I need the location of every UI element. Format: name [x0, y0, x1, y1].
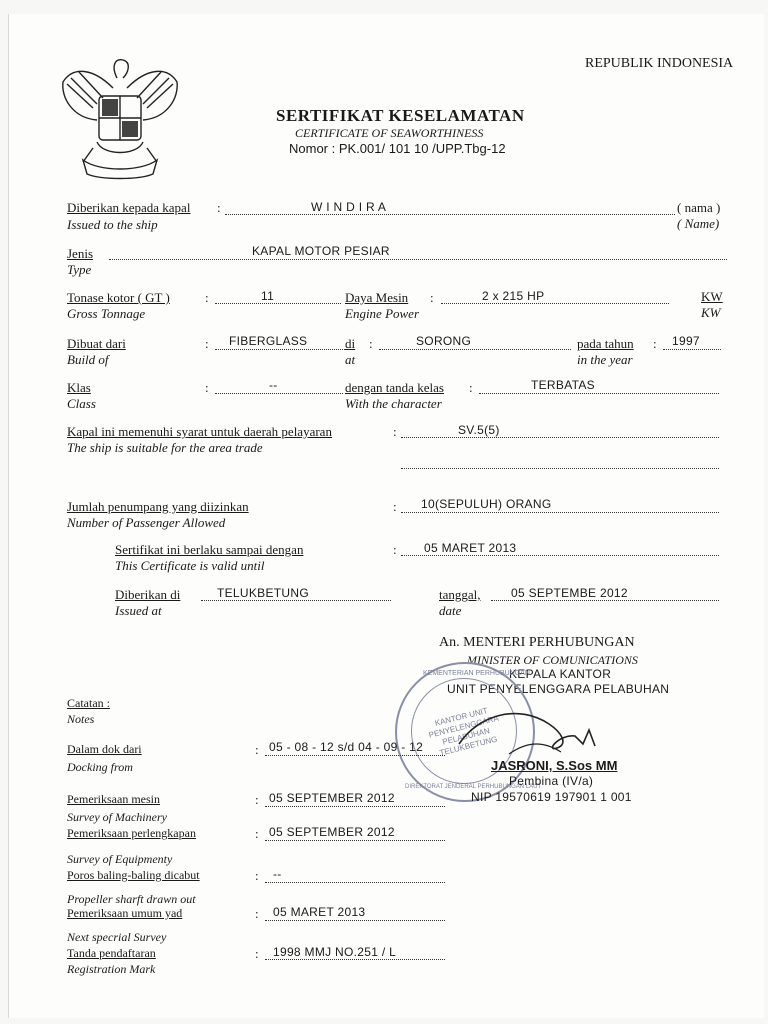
- notes-en: Notes: [67, 712, 95, 726]
- date-line: [491, 600, 719, 601]
- name-en: ( Name): [677, 216, 720, 231]
- registration-value: 1998 MMJ NO.251 / L: [273, 945, 397, 959]
- build-of-en: Build of: [67, 352, 109, 367]
- machinery-label: Pemeriksaan mesin: [67, 792, 160, 806]
- year-label: pada tahun: [577, 336, 634, 351]
- on-behalf-line: An. MENTERI PERHUBUNGAN: [439, 635, 635, 650]
- engine-power-en: Engine Power: [345, 306, 420, 321]
- build-of-colon: :: [205, 336, 209, 351]
- general-survey-value: 05 MARET 2013: [273, 905, 366, 919]
- passengers-colon: :: [393, 499, 397, 514]
- valid-until-label: Sertifikat ini berlaku sampai dengan: [115, 542, 304, 557]
- character-label: dengan tanda kelas: [345, 380, 444, 395]
- propeller-value: --: [273, 867, 282, 881]
- class-colon: :: [205, 380, 209, 395]
- valid-until-en: This Certificate is valid until: [115, 558, 265, 573]
- year-colon: :: [653, 336, 657, 351]
- date-label: tanggal,: [439, 587, 481, 602]
- general-survey-en: Next specrial Survey: [67, 930, 167, 944]
- stamp-top-text: KEMENTERIAN PERHUBUNGAN: [423, 670, 530, 677]
- signatory-nip: NIP 19570619 197901 1 001: [471, 790, 632, 804]
- passengers-label: Jumlah penumpang yang diizinkan: [67, 499, 249, 514]
- engine-power-value: 2 x 215 HP: [482, 289, 545, 303]
- valid-until-value: 05 MARET 2013: [424, 541, 517, 555]
- kw-en: KW: [701, 305, 721, 320]
- minister-en: MINISTER OF COMUNICATIONS: [467, 653, 638, 667]
- at-line: [379, 349, 571, 350]
- build-of-value: FIBERGLASS: [229, 334, 308, 348]
- ship-name-value: W I N D I R A: [311, 200, 387, 214]
- machinery-value: 05 SEPTEMBER 2012: [269, 791, 395, 805]
- tonnage-line: [215, 303, 341, 304]
- at-label: di: [345, 336, 356, 351]
- year-en: in the year: [577, 352, 633, 367]
- at-en: at: [345, 352, 356, 367]
- character-value: TERBATAS: [531, 378, 595, 392]
- machinery-en: Survey of Machinery: [67, 810, 167, 824]
- valid-until-line: [401, 555, 719, 556]
- build-of-label: Dibuat dari: [67, 336, 126, 351]
- docking-value: 05 - 08 - 12 s/d 04 - 09 - 12: [269, 740, 424, 754]
- certificate-page: [8, 14, 764, 1018]
- propeller-colon: :: [255, 868, 259, 883]
- type-value: KAPAL MOTOR PESIAR: [252, 244, 390, 258]
- equipment-value: 05 SEPTEMBER 2012: [269, 825, 395, 839]
- signatory-name: JASRONI, S.Sos MM: [491, 758, 618, 773]
- equipment-line: [265, 840, 445, 841]
- issued-to-en: Issued to the ship: [67, 217, 158, 232]
- certificate-title: SERTIFIKAT KESELAMATAN: [276, 106, 525, 125]
- general-survey-line: [265, 920, 445, 921]
- general-survey-colon: :: [255, 906, 259, 921]
- area-trade-line: [401, 437, 719, 438]
- engine-power-colon: :: [430, 290, 434, 305]
- build-of-line: [215, 349, 345, 350]
- machinery-colon: :: [255, 792, 259, 807]
- area-trade-colon: :: [393, 424, 397, 439]
- docking-colon: :: [255, 742, 259, 757]
- date-en: date: [439, 603, 462, 618]
- kw-label: KW: [701, 289, 723, 304]
- issued-to-colon: :: [217, 200, 221, 215]
- tonnage-label: Tonase kotor ( GT ): [67, 290, 170, 305]
- at-colon: :: [369, 336, 373, 351]
- year-value: 1997: [672, 334, 700, 348]
- signature-icon: [449, 694, 599, 764]
- passengers-line: [401, 512, 719, 513]
- passengers-value: 10(SEPULUH) ORANG: [421, 497, 552, 511]
- issued-to-label: Diberikan kepada kapal: [67, 200, 191, 215]
- year-line: [663, 349, 721, 350]
- propeller-en: Propeller sharft drawn out: [67, 892, 196, 906]
- garuda-emblem-icon: [53, 48, 185, 186]
- engine-power-label: Daya Mesin: [345, 290, 409, 305]
- docking-label: Dalam dok dari: [67, 742, 142, 756]
- stamp-bottom-text: DIREKTORAT JENDERAL PERHUBUNGAN LAUT: [405, 784, 542, 790]
- equipment-colon: :: [255, 826, 259, 841]
- tonnage-value: 11: [261, 289, 275, 303]
- signatory-rank: Pembina (IV/a): [509, 774, 594, 788]
- valid-until-colon: :: [393, 542, 397, 557]
- class-en: Class: [67, 396, 96, 411]
- machinery-line: [265, 806, 445, 807]
- class-label: Klas: [67, 380, 91, 395]
- docking-line: [265, 755, 445, 756]
- registration-colon: :: [255, 946, 259, 961]
- ship-name-line: [225, 214, 675, 215]
- tonnage-en: Gross Tonnage: [67, 306, 146, 321]
- area-trade-line-2: [401, 468, 719, 469]
- class-line: [215, 393, 343, 394]
- propeller-line: [265, 882, 445, 883]
- propeller-label: Poros baling-baling dicabut: [67, 868, 200, 882]
- type-label: Jenis: [67, 246, 93, 261]
- docking-en: Docking from: [67, 760, 133, 774]
- stamp-center-text: KANTOR UNIT PENYELENGGARA PELABUHAN TELUKBETUNG: [427, 706, 500, 758]
- registration-label: Tanda pendaftaran: [67, 946, 156, 960]
- type-line: [109, 259, 727, 260]
- general-survey-label: Pemeriksaan umum yad: [67, 906, 183, 920]
- republik-heading: REPUBLIK INDONESIA: [585, 56, 734, 71]
- area-trade-en: The ship is suitable for the area trade: [67, 440, 263, 455]
- issued-at-line: [201, 600, 391, 601]
- issued-at-en: Issued at: [115, 603, 162, 618]
- office-unit: UNIT PENYELENGGARA PELABUHAN: [447, 682, 670, 696]
- tonnage-colon: :: [205, 290, 209, 305]
- equipment-en: Survey of Equipmenty: [67, 852, 173, 866]
- area-trade-label: Kapal ini memenuhi syarat untuk daerah pelayaran: [67, 424, 332, 439]
- at-value: SORONG: [416, 334, 472, 348]
- nama-label: ( nama ): [677, 200, 721, 215]
- equipment-label: Pemeriksaan perlengkapan: [67, 826, 196, 840]
- date-value: 05 SEPTEMBE 2012: [511, 586, 628, 600]
- character-line: [479, 393, 719, 394]
- office-head: KEPALA KANTOR: [509, 667, 612, 681]
- certificate-number: Nomor : PK.001/ 101 10 /UPP.Tbg-12: [289, 141, 506, 156]
- character-en: With the character: [345, 396, 442, 411]
- certificate-subtitle: CERTIFICATE OF SEAWORTHINESS: [295, 126, 484, 140]
- issued-at-label: Diberikan di: [115, 587, 181, 602]
- passengers-en: Number of Passenger Allowed: [67, 515, 226, 530]
- class-value: --: [269, 378, 278, 392]
- registration-line: [265, 959, 445, 960]
- registration-en: Registration Mark: [67, 962, 156, 976]
- type-en: Type: [67, 262, 92, 277]
- character-colon: :: [469, 380, 473, 395]
- engine-power-line: [441, 303, 669, 304]
- notes-label: Catatan :: [67, 696, 110, 710]
- area-trade-value: SV.5(5): [458, 423, 500, 437]
- issued-at-value: TELUKBETUNG: [217, 586, 309, 600]
